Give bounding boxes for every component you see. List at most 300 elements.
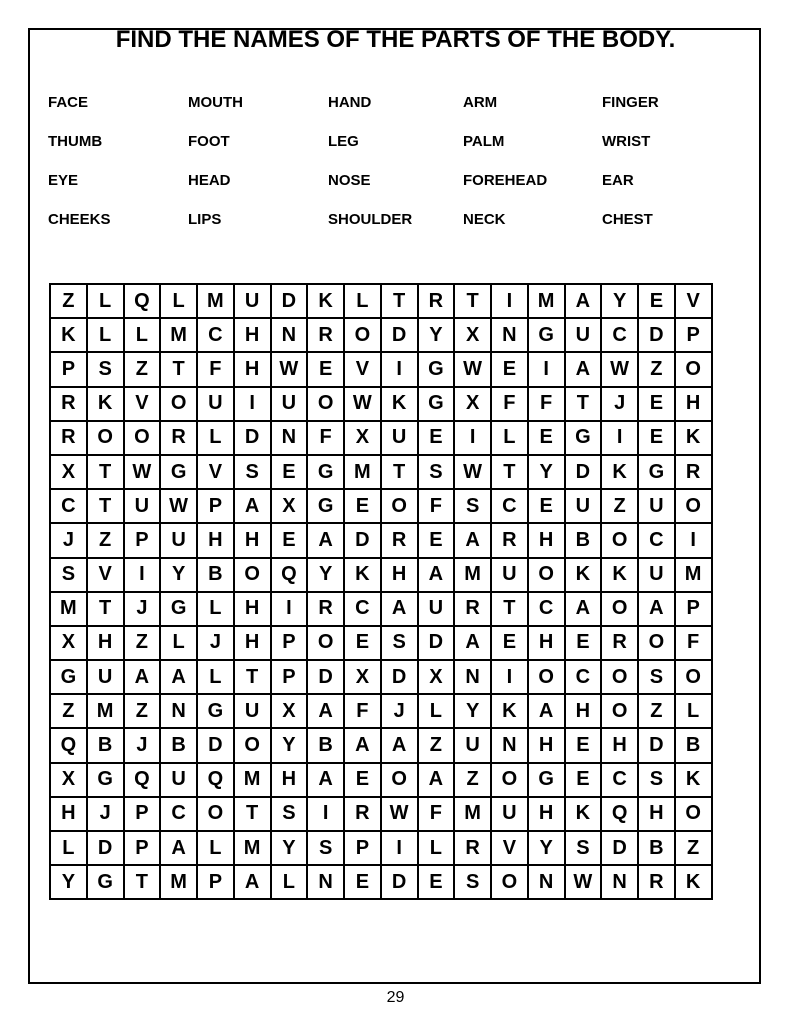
- grid-cell[interactable]: D: [381, 660, 418, 694]
- grid-cell[interactable]: R: [491, 523, 528, 557]
- grid-cell[interactable]: U: [197, 387, 234, 421]
- grid-cell[interactable]: O: [675, 797, 712, 831]
- grid-cell[interactable]: O: [307, 626, 344, 660]
- grid-cell[interactable]: I: [491, 284, 528, 318]
- grid-cell[interactable]: T: [234, 660, 271, 694]
- grid-cell[interactable]: P: [197, 489, 234, 523]
- grid-cell[interactable]: E: [638, 421, 675, 455]
- grid-cell[interactable]: E: [418, 523, 455, 557]
- grid-cell[interactable]: H: [234, 592, 271, 626]
- grid-cell[interactable]: Q: [124, 284, 161, 318]
- grid-cell[interactable]: L: [87, 318, 124, 352]
- grid-cell[interactable]: A: [454, 626, 491, 660]
- grid-cell[interactable]: I: [454, 421, 491, 455]
- grid-cell[interactable]: M: [344, 455, 381, 489]
- grid-cell[interactable]: E: [638, 387, 675, 421]
- grid-cell[interactable]: Z: [638, 352, 675, 386]
- grid-cell[interactable]: U: [160, 523, 197, 557]
- grid-cell[interactable]: X: [50, 763, 87, 797]
- grid-cell[interactable]: N: [601, 865, 638, 899]
- grid-cell[interactable]: M: [197, 284, 234, 318]
- grid-cell[interactable]: G: [565, 421, 602, 455]
- grid-cell[interactable]: Y: [50, 865, 87, 899]
- grid-cell[interactable]: Z: [50, 694, 87, 728]
- grid-cell[interactable]: Z: [87, 523, 124, 557]
- grid-cell[interactable]: J: [124, 728, 161, 762]
- grid-cell[interactable]: O: [197, 797, 234, 831]
- grid-cell[interactable]: U: [160, 763, 197, 797]
- grid-cell[interactable]: X: [50, 455, 87, 489]
- grid-cell[interactable]: U: [418, 592, 455, 626]
- grid-cell[interactable]: M: [160, 865, 197, 899]
- grid-cell[interactable]: C: [565, 660, 602, 694]
- grid-cell[interactable]: O: [675, 660, 712, 694]
- grid-cell[interactable]: X: [454, 318, 491, 352]
- grid-cell[interactable]: K: [87, 387, 124, 421]
- grid-cell[interactable]: J: [601, 387, 638, 421]
- grid-cell[interactable]: Y: [454, 694, 491, 728]
- grid-cell[interactable]: K: [491, 694, 528, 728]
- grid-cell[interactable]: A: [160, 831, 197, 865]
- grid-cell[interactable]: B: [307, 728, 344, 762]
- grid-cell[interactable]: I: [234, 387, 271, 421]
- grid-cell[interactable]: R: [418, 284, 455, 318]
- grid-cell[interactable]: E: [418, 421, 455, 455]
- grid-cell[interactable]: D: [234, 421, 271, 455]
- grid-cell[interactable]: D: [638, 728, 675, 762]
- grid-cell[interactable]: M: [160, 318, 197, 352]
- grid-cell[interactable]: U: [234, 694, 271, 728]
- grid-cell[interactable]: H: [528, 523, 565, 557]
- grid-cell[interactable]: P: [124, 797, 161, 831]
- grid-cell[interactable]: D: [271, 284, 308, 318]
- grid-cell[interactable]: W: [124, 455, 161, 489]
- grid-cell[interactable]: O: [601, 592, 638, 626]
- grid-cell[interactable]: S: [638, 660, 675, 694]
- grid-cell[interactable]: I: [675, 523, 712, 557]
- grid-cell[interactable]: T: [234, 797, 271, 831]
- grid-cell[interactable]: G: [87, 763, 124, 797]
- grid-cell[interactable]: O: [601, 523, 638, 557]
- grid-cell[interactable]: C: [601, 763, 638, 797]
- grid-cell[interactable]: T: [491, 455, 528, 489]
- grid-cell[interactable]: L: [124, 318, 161, 352]
- grid-cell[interactable]: E: [528, 421, 565, 455]
- grid-cell[interactable]: I: [381, 831, 418, 865]
- grid-cell[interactable]: S: [454, 489, 491, 523]
- grid-cell[interactable]: K: [601, 558, 638, 592]
- grid-cell[interactable]: G: [418, 352, 455, 386]
- grid-cell[interactable]: Y: [528, 455, 565, 489]
- grid-cell[interactable]: W: [160, 489, 197, 523]
- grid-cell[interactable]: A: [418, 558, 455, 592]
- grid-cell[interactable]: J: [381, 694, 418, 728]
- grid-cell[interactable]: K: [565, 797, 602, 831]
- grid-cell[interactable]: A: [234, 865, 271, 899]
- grid-cell[interactable]: R: [381, 523, 418, 557]
- grid-cell[interactable]: U: [565, 489, 602, 523]
- grid-cell[interactable]: E: [528, 489, 565, 523]
- grid-cell[interactable]: X: [344, 421, 381, 455]
- grid-cell[interactable]: H: [638, 797, 675, 831]
- grid-cell[interactable]: E: [565, 626, 602, 660]
- grid-cell[interactable]: I: [271, 592, 308, 626]
- grid-cell[interactable]: X: [344, 660, 381, 694]
- grid-cell[interactable]: B: [87, 728, 124, 762]
- grid-cell[interactable]: O: [638, 626, 675, 660]
- grid-cell[interactable]: C: [160, 797, 197, 831]
- grid-cell[interactable]: M: [234, 831, 271, 865]
- grid-cell[interactable]: N: [271, 318, 308, 352]
- grid-cell[interactable]: P: [675, 318, 712, 352]
- grid-cell[interactable]: T: [87, 489, 124, 523]
- grid-cell[interactable]: M: [454, 797, 491, 831]
- grid-cell[interactable]: P: [124, 523, 161, 557]
- grid-cell[interactable]: E: [418, 865, 455, 899]
- grid-cell[interactable]: Z: [124, 694, 161, 728]
- grid-cell[interactable]: Z: [124, 626, 161, 660]
- grid-cell[interactable]: S: [271, 797, 308, 831]
- grid-cell[interactable]: R: [307, 318, 344, 352]
- grid-cell[interactable]: A: [307, 694, 344, 728]
- grid-cell[interactable]: O: [601, 660, 638, 694]
- grid-cell[interactable]: S: [50, 558, 87, 592]
- grid-cell[interactable]: Y: [528, 831, 565, 865]
- grid-cell[interactable]: K: [675, 865, 712, 899]
- grid-cell[interactable]: E: [271, 523, 308, 557]
- grid-cell[interactable]: L: [197, 660, 234, 694]
- grid-cell[interactable]: Q: [50, 728, 87, 762]
- grid-cell[interactable]: T: [160, 352, 197, 386]
- grid-cell[interactable]: E: [565, 728, 602, 762]
- grid-cell[interactable]: H: [234, 626, 271, 660]
- grid-cell[interactable]: K: [307, 284, 344, 318]
- grid-cell[interactable]: E: [307, 352, 344, 386]
- grid-cell[interactable]: R: [454, 592, 491, 626]
- grid-cell[interactable]: H: [528, 797, 565, 831]
- grid-cell[interactable]: Q: [601, 797, 638, 831]
- grid-cell[interactable]: O: [528, 660, 565, 694]
- grid-cell[interactable]: P: [197, 865, 234, 899]
- grid-cell[interactable]: X: [50, 626, 87, 660]
- grid-cell[interactable]: Z: [50, 284, 87, 318]
- grid-cell[interactable]: G: [638, 455, 675, 489]
- grid-cell[interactable]: W: [565, 865, 602, 899]
- grid-cell[interactable]: U: [124, 489, 161, 523]
- grid-cell[interactable]: L: [50, 831, 87, 865]
- grid-cell[interactable]: F: [197, 352, 234, 386]
- grid-cell[interactable]: S: [234, 455, 271, 489]
- grid-cell[interactable]: E: [344, 763, 381, 797]
- grid-cell[interactable]: D: [381, 865, 418, 899]
- grid-cell[interactable]: O: [87, 421, 124, 455]
- grid-cell[interactable]: D: [381, 318, 418, 352]
- grid-cell[interactable]: O: [491, 865, 528, 899]
- grid-cell[interactable]: B: [160, 728, 197, 762]
- grid-cell[interactable]: P: [675, 592, 712, 626]
- grid-cell[interactable]: Q: [197, 763, 234, 797]
- grid-cell[interactable]: C: [344, 592, 381, 626]
- grid-cell[interactable]: E: [565, 763, 602, 797]
- grid-cell[interactable]: H: [528, 626, 565, 660]
- grid-cell[interactable]: G: [307, 455, 344, 489]
- grid-cell[interactable]: D: [565, 455, 602, 489]
- grid-cell[interactable]: W: [454, 352, 491, 386]
- grid-cell[interactable]: O: [160, 387, 197, 421]
- grid-cell[interactable]: U: [638, 489, 675, 523]
- grid-cell[interactable]: D: [418, 626, 455, 660]
- grid-cell[interactable]: D: [638, 318, 675, 352]
- grid-cell[interactable]: F: [528, 387, 565, 421]
- grid-cell[interactable]: O: [675, 489, 712, 523]
- grid-cell[interactable]: C: [491, 489, 528, 523]
- grid-cell[interactable]: T: [124, 865, 161, 899]
- grid-cell[interactable]: G: [160, 592, 197, 626]
- grid-cell[interactable]: T: [491, 592, 528, 626]
- grid-cell[interactable]: P: [344, 831, 381, 865]
- grid-cell[interactable]: K: [344, 558, 381, 592]
- grid-cell[interactable]: L: [197, 592, 234, 626]
- grid-cell[interactable]: X: [418, 660, 455, 694]
- grid-cell[interactable]: S: [381, 626, 418, 660]
- grid-cell[interactable]: K: [381, 387, 418, 421]
- grid-cell[interactable]: H: [50, 797, 87, 831]
- grid-cell[interactable]: O: [491, 763, 528, 797]
- grid-cell[interactable]: A: [565, 284, 602, 318]
- grid-cell[interactable]: E: [491, 626, 528, 660]
- grid-cell[interactable]: U: [491, 558, 528, 592]
- grid-cell[interactable]: F: [418, 489, 455, 523]
- grid-cell[interactable]: S: [307, 831, 344, 865]
- grid-cell[interactable]: P: [50, 352, 87, 386]
- grid-cell[interactable]: D: [601, 831, 638, 865]
- grid-cell[interactable]: A: [565, 352, 602, 386]
- grid-cell[interactable]: X: [271, 694, 308, 728]
- grid-cell[interactable]: E: [344, 865, 381, 899]
- grid-cell[interactable]: I: [491, 660, 528, 694]
- grid-cell[interactable]: X: [454, 387, 491, 421]
- grid-cell[interactable]: K: [601, 455, 638, 489]
- grid-cell[interactable]: W: [381, 797, 418, 831]
- grid-cell[interactable]: O: [307, 387, 344, 421]
- grid-cell[interactable]: W: [454, 455, 491, 489]
- grid-cell[interactable]: U: [271, 387, 308, 421]
- grid-cell[interactable]: F: [675, 626, 712, 660]
- grid-cell[interactable]: N: [307, 865, 344, 899]
- grid-cell[interactable]: U: [234, 284, 271, 318]
- grid-cell[interactable]: L: [197, 421, 234, 455]
- grid-cell[interactable]: T: [381, 455, 418, 489]
- grid-cell[interactable]: G: [418, 387, 455, 421]
- grid-cell[interactable]: L: [160, 284, 197, 318]
- grid-cell[interactable]: T: [87, 455, 124, 489]
- grid-cell[interactable]: R: [160, 421, 197, 455]
- grid-cell[interactable]: Z: [638, 694, 675, 728]
- grid-cell[interactable]: L: [418, 831, 455, 865]
- grid-cell[interactable]: L: [197, 831, 234, 865]
- grid-cell[interactable]: W: [601, 352, 638, 386]
- grid-cell[interactable]: J: [87, 797, 124, 831]
- grid-cell[interactable]: C: [601, 318, 638, 352]
- grid-cell[interactable]: R: [454, 831, 491, 865]
- grid-cell[interactable]: V: [675, 284, 712, 318]
- grid-cell[interactable]: Y: [271, 728, 308, 762]
- grid-cell[interactable]: S: [565, 831, 602, 865]
- grid-cell[interactable]: C: [638, 523, 675, 557]
- grid-cell[interactable]: Y: [307, 558, 344, 592]
- grid-cell[interactable]: H: [528, 728, 565, 762]
- grid-cell[interactable]: Q: [271, 558, 308, 592]
- grid-cell[interactable]: S: [418, 455, 455, 489]
- grid-cell[interactable]: Z: [675, 831, 712, 865]
- grid-cell[interactable]: R: [601, 626, 638, 660]
- grid-cell[interactable]: E: [344, 626, 381, 660]
- grid-cell[interactable]: P: [271, 660, 308, 694]
- grid-cell[interactable]: S: [87, 352, 124, 386]
- grid-cell[interactable]: L: [160, 626, 197, 660]
- grid-cell[interactable]: E: [638, 284, 675, 318]
- grid-cell[interactable]: I: [528, 352, 565, 386]
- grid-cell[interactable]: M: [87, 694, 124, 728]
- grid-cell[interactable]: G: [87, 865, 124, 899]
- grid-cell[interactable]: U: [565, 318, 602, 352]
- grid-cell[interactable]: H: [87, 626, 124, 660]
- grid-cell[interactable]: M: [50, 592, 87, 626]
- grid-cell[interactable]: H: [381, 558, 418, 592]
- grid-cell[interactable]: A: [381, 728, 418, 762]
- grid-cell[interactable]: V: [344, 352, 381, 386]
- grid-cell[interactable]: O: [528, 558, 565, 592]
- grid-cell[interactable]: U: [381, 421, 418, 455]
- grid-cell[interactable]: N: [271, 421, 308, 455]
- grid-cell[interactable]: E: [491, 352, 528, 386]
- grid-cell[interactable]: O: [601, 694, 638, 728]
- grid-cell[interactable]: V: [197, 455, 234, 489]
- grid-cell[interactable]: H: [675, 387, 712, 421]
- grid-cell[interactable]: N: [491, 728, 528, 762]
- grid-cell[interactable]: C: [528, 592, 565, 626]
- grid-cell[interactable]: E: [344, 489, 381, 523]
- grid-cell[interactable]: L: [491, 421, 528, 455]
- grid-cell[interactable]: U: [638, 558, 675, 592]
- grid-cell[interactable]: H: [601, 728, 638, 762]
- grid-cell[interactable]: B: [638, 831, 675, 865]
- grid-cell[interactable]: A: [160, 660, 197, 694]
- grid-cell[interactable]: Y: [271, 831, 308, 865]
- grid-cell[interactable]: F: [344, 694, 381, 728]
- grid-cell[interactable]: J: [50, 523, 87, 557]
- grid-cell[interactable]: C: [197, 318, 234, 352]
- grid-cell[interactable]: N: [160, 694, 197, 728]
- grid-cell[interactable]: P: [271, 626, 308, 660]
- grid-cell[interactable]: H: [197, 523, 234, 557]
- grid-cell[interactable]: S: [454, 865, 491, 899]
- grid-cell[interactable]: D: [197, 728, 234, 762]
- grid-cell[interactable]: L: [271, 865, 308, 899]
- grid-cell[interactable]: O: [124, 421, 161, 455]
- grid-cell[interactable]: A: [307, 523, 344, 557]
- grid-cell[interactable]: A: [344, 728, 381, 762]
- grid-cell[interactable]: X: [271, 489, 308, 523]
- grid-cell[interactable]: T: [381, 284, 418, 318]
- grid-cell[interactable]: A: [307, 763, 344, 797]
- grid-cell[interactable]: N: [454, 660, 491, 694]
- grid-cell[interactable]: Y: [160, 558, 197, 592]
- grid-cell[interactable]: U: [491, 797, 528, 831]
- grid-cell[interactable]: A: [454, 523, 491, 557]
- grid-cell[interactable]: A: [234, 489, 271, 523]
- grid-cell[interactable]: V: [124, 387, 161, 421]
- grid-cell[interactable]: K: [675, 421, 712, 455]
- grid-cell[interactable]: Z: [418, 728, 455, 762]
- grid-cell[interactable]: A: [418, 763, 455, 797]
- grid-cell[interactable]: K: [50, 318, 87, 352]
- grid-cell[interactable]: V: [491, 831, 528, 865]
- grid-cell[interactable]: O: [381, 763, 418, 797]
- grid-cell[interactable]: F: [491, 387, 528, 421]
- grid-cell[interactable]: R: [50, 387, 87, 421]
- grid-cell[interactable]: R: [675, 455, 712, 489]
- grid-cell[interactable]: M: [528, 284, 565, 318]
- grid-cell[interactable]: B: [197, 558, 234, 592]
- grid-cell[interactable]: R: [50, 421, 87, 455]
- grid-cell[interactable]: L: [675, 694, 712, 728]
- grid-cell[interactable]: Q: [124, 763, 161, 797]
- grid-cell[interactable]: Y: [418, 318, 455, 352]
- grid-cell[interactable]: M: [675, 558, 712, 592]
- grid-cell[interactable]: F: [418, 797, 455, 831]
- grid-cell[interactable]: K: [675, 763, 712, 797]
- grid-cell[interactable]: G: [160, 455, 197, 489]
- grid-cell[interactable]: U: [87, 660, 124, 694]
- grid-cell[interactable]: O: [234, 558, 271, 592]
- grid-cell[interactable]: I: [601, 421, 638, 455]
- grid-cell[interactable]: G: [528, 763, 565, 797]
- grid-cell[interactable]: P: [124, 831, 161, 865]
- grid-cell[interactable]: D: [344, 523, 381, 557]
- grid-cell[interactable]: R: [307, 592, 344, 626]
- grid-cell[interactable]: N: [491, 318, 528, 352]
- grid-cell[interactable]: U: [454, 728, 491, 762]
- grid-cell[interactable]: R: [344, 797, 381, 831]
- grid-cell[interactable]: O: [234, 728, 271, 762]
- grid-cell[interactable]: J: [124, 592, 161, 626]
- grid-cell[interactable]: T: [87, 592, 124, 626]
- grid-cell[interactable]: F: [307, 421, 344, 455]
- grid-cell[interactable]: O: [344, 318, 381, 352]
- grid-cell[interactable]: V: [87, 558, 124, 592]
- grid-cell[interactable]: H: [234, 352, 271, 386]
- grid-cell[interactable]: B: [565, 523, 602, 557]
- grid-cell[interactable]: A: [528, 694, 565, 728]
- grid-cell[interactable]: C: [50, 489, 87, 523]
- grid-cell[interactable]: J: [197, 626, 234, 660]
- grid-cell[interactable]: I: [381, 352, 418, 386]
- grid-cell[interactable]: D: [307, 660, 344, 694]
- grid-cell[interactable]: G: [307, 489, 344, 523]
- grid-cell[interactable]: M: [454, 558, 491, 592]
- grid-cell[interactable]: H: [234, 523, 271, 557]
- grid-cell[interactable]: I: [124, 558, 161, 592]
- grid-cell[interactable]: L: [344, 284, 381, 318]
- grid-cell[interactable]: R: [638, 865, 675, 899]
- grid-cell[interactable]: O: [675, 352, 712, 386]
- grid-cell[interactable]: Z: [454, 763, 491, 797]
- grid-cell[interactable]: G: [528, 318, 565, 352]
- grid-cell[interactable]: G: [50, 660, 87, 694]
- grid-cell[interactable]: Z: [601, 489, 638, 523]
- grid-cell[interactable]: N: [528, 865, 565, 899]
